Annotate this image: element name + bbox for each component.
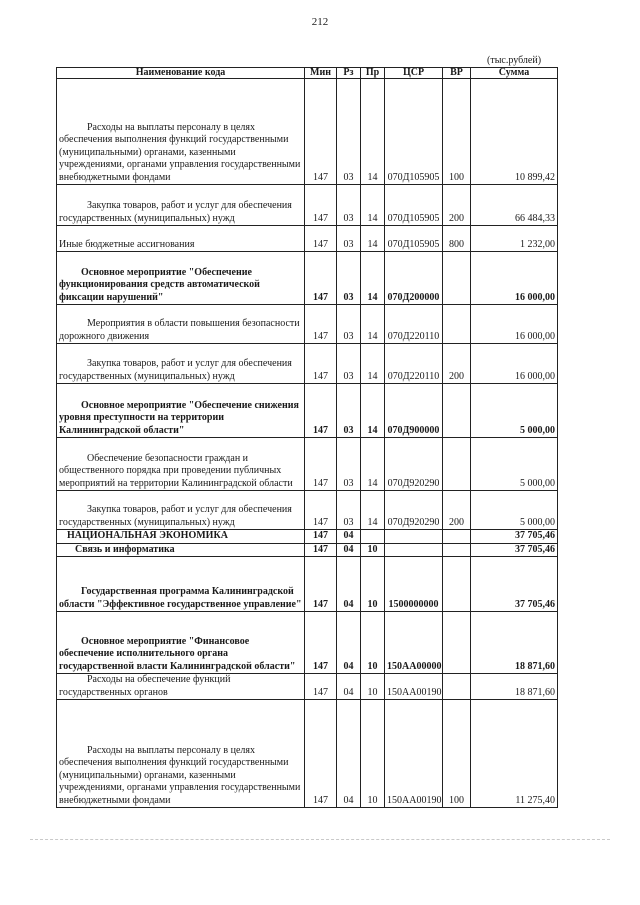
page-bottom-divider [30,839,610,840]
header-name: Наименование кода [57,68,305,79]
row-sum: 5 000,00 [471,384,558,438]
row-vr: 200 [443,185,471,226]
row-min: 147 [305,612,337,674]
row-min: 147 [305,557,337,612]
row-name: НАЦИОНАЛЬНАЯ ЭКОНОМИКА [57,530,305,544]
row-csr [385,530,443,544]
row-min: 147 [305,305,337,344]
row-rz: 03 [337,185,361,226]
row-vr [443,252,471,305]
row-vr [443,438,471,491]
table-row [57,491,558,530]
row-vr [443,543,471,557]
row-csr: 070Д105905 [385,226,443,252]
row-rz: 03 [337,384,361,438]
row-pr: 10 [361,612,385,674]
header-rz: Рз [337,68,361,79]
row-min: 147 [305,543,337,557]
row-csr: 150АА00190 [385,700,443,808]
row-min: 147 [305,185,337,226]
table-row [57,185,558,226]
table-row [57,700,558,808]
row-min: 147 [305,226,337,252]
row-vr [443,674,471,700]
row-sum: 37 705,46 [471,530,558,544]
row-name: Расходы на выплаты персоналу в целях обеспечения выполнения функций государственными (муниципальными) органами, казенными учреждениями, органами управления государственными внебюджетными фондами [57,700,305,808]
row-vr [443,612,471,674]
row-pr: 14 [361,491,385,530]
row-name: Иные бюджетные ассигнования [57,226,305,252]
row-vr: 800 [443,226,471,252]
row-vr: 100 [443,79,471,185]
row-csr: 070Д220110 [385,344,443,384]
table-row [57,557,558,612]
table-row [57,384,558,438]
row-pr: 14 [361,79,385,185]
page-number: 212 [311,16,329,28]
row-pr: 14 [361,384,385,438]
row-min: 147 [305,344,337,384]
row-pr: 14 [361,226,385,252]
table-row [57,226,558,252]
row-csr: 070Д920290 [385,438,443,491]
row-pr: 14 [361,344,385,384]
row-sum: 5 000,00 [471,491,558,530]
row-name: Обеспечение безопасности граждан и общественного порядка при проведении публичных мероприятий на территории Калининградской области [57,438,305,491]
row-vr [443,384,471,438]
row-name: Основное мероприятие "Финансовое обеспечение исполнительного органа государственной власти Калининградской области" [57,612,305,674]
row-sum: 37 705,46 [471,557,558,612]
row-rz: 03 [337,252,361,305]
row-name: Закупка товаров, работ и услуг для обеспечения государственных (муниципальных) нужд [57,185,305,226]
row-rz: 04 [337,612,361,674]
row-name: Основное мероприятие "Обеспечение функционирования средств автоматической фиксации нарушений" [57,252,305,305]
row-pr [361,530,385,544]
table-row [57,674,558,700]
row-min: 147 [305,530,337,544]
row-sum: 16 000,00 [471,252,558,305]
row-pr: 14 [361,438,385,491]
row-rz: 04 [337,674,361,700]
table-row [57,438,558,491]
row-pr: 10 [361,543,385,557]
header-pr: Пр [361,68,385,79]
row-name: Основное мероприятие "Обеспечение снижения уровня преступности на территории Калининградской области" [57,384,305,438]
row-min: 147 [305,438,337,491]
table-row [57,530,558,544]
row-pr: 10 [361,674,385,700]
row-sum: 37 705,46 [471,543,558,557]
row-pr: 14 [361,252,385,305]
row-min: 147 [305,252,337,305]
row-name: Закупка товаров, работ и услуг для обеспечения государственных (муниципальных) нужд [57,344,305,384]
row-csr [385,543,443,557]
row-vr: 100 [443,700,471,808]
table-row [57,543,558,557]
row-sum: 1 232,00 [471,226,558,252]
row-pr: 10 [361,700,385,808]
row-rz: 03 [337,226,361,252]
row-rz: 04 [337,530,361,544]
row-vr [443,530,471,544]
table-row [57,252,558,305]
row-min: 147 [305,700,337,808]
row-pr: 10 [361,557,385,612]
row-csr: 070Д220110 [385,305,443,344]
row-csr: 070Д105905 [385,185,443,226]
row-min: 147 [305,79,337,185]
row-rz: 03 [337,438,361,491]
row-sum: 11 275,40 [471,700,558,808]
table-row [57,344,558,384]
row-csr: 1500000000 [385,557,443,612]
row-rz: 03 [337,491,361,530]
row-rz: 03 [337,305,361,344]
table-row [57,79,558,185]
row-pr: 14 [361,185,385,226]
row-name: Расходы на выплаты персоналу в целях обеспечения выполнения функций государственными (муниципальными) органами, казенными учреждениями, органами управления государственными внебюджетными фондами [57,79,305,185]
row-csr: 070Д105905 [385,79,443,185]
row-rz: 03 [337,79,361,185]
row-vr [443,305,471,344]
header-sum: Сумма [471,68,558,79]
header-vr: ВР [443,68,471,79]
row-name: Государственная программа Калининградской области "Эффективное государственное управление" [57,557,305,612]
row-sum: 66 484,33 [471,185,558,226]
row-name: Расходы на обеспечение функций государственных органов [57,674,305,700]
row-rz: 04 [337,700,361,808]
row-name: Закупка товаров, работ и услуг для обеспечения государственных (муниципальных) нужд [57,491,305,530]
row-sum: 10 899,42 [471,79,558,185]
row-sum: 18 871,60 [471,674,558,700]
row-vr: 200 [443,491,471,530]
units-label: (тыс.рублей) [487,55,542,66]
header-min: Мин [305,68,337,79]
row-vr [443,557,471,612]
row-vr: 200 [443,344,471,384]
row-min: 147 [305,674,337,700]
row-csr: 070Д920290 [385,491,443,530]
row-csr: 150АА00190 [385,674,443,700]
row-csr: 070Д900000 [385,384,443,438]
row-min: 147 [305,384,337,438]
row-sum: 16 000,00 [471,344,558,384]
row-sum: 18 871,60 [471,612,558,674]
header-csr: ЦСР [385,68,443,79]
row-sum: 16 000,00 [471,305,558,344]
budget-table [56,67,558,808]
row-rz: 04 [337,543,361,557]
row-pr: 14 [361,305,385,344]
table-row [57,305,558,344]
row-rz: 03 [337,344,361,384]
row-name: Мероприятия в области повышения безопасности дорожного движения [57,305,305,344]
row-min: 147 [305,491,337,530]
row-csr: 150АА00000 [385,612,443,674]
table-header [57,68,558,79]
row-name: Связь и информатика [57,543,305,557]
table-row [57,612,558,674]
row-csr: 070Д200000 [385,252,443,305]
row-sum: 5 000,00 [471,438,558,491]
row-rz: 04 [337,557,361,612]
